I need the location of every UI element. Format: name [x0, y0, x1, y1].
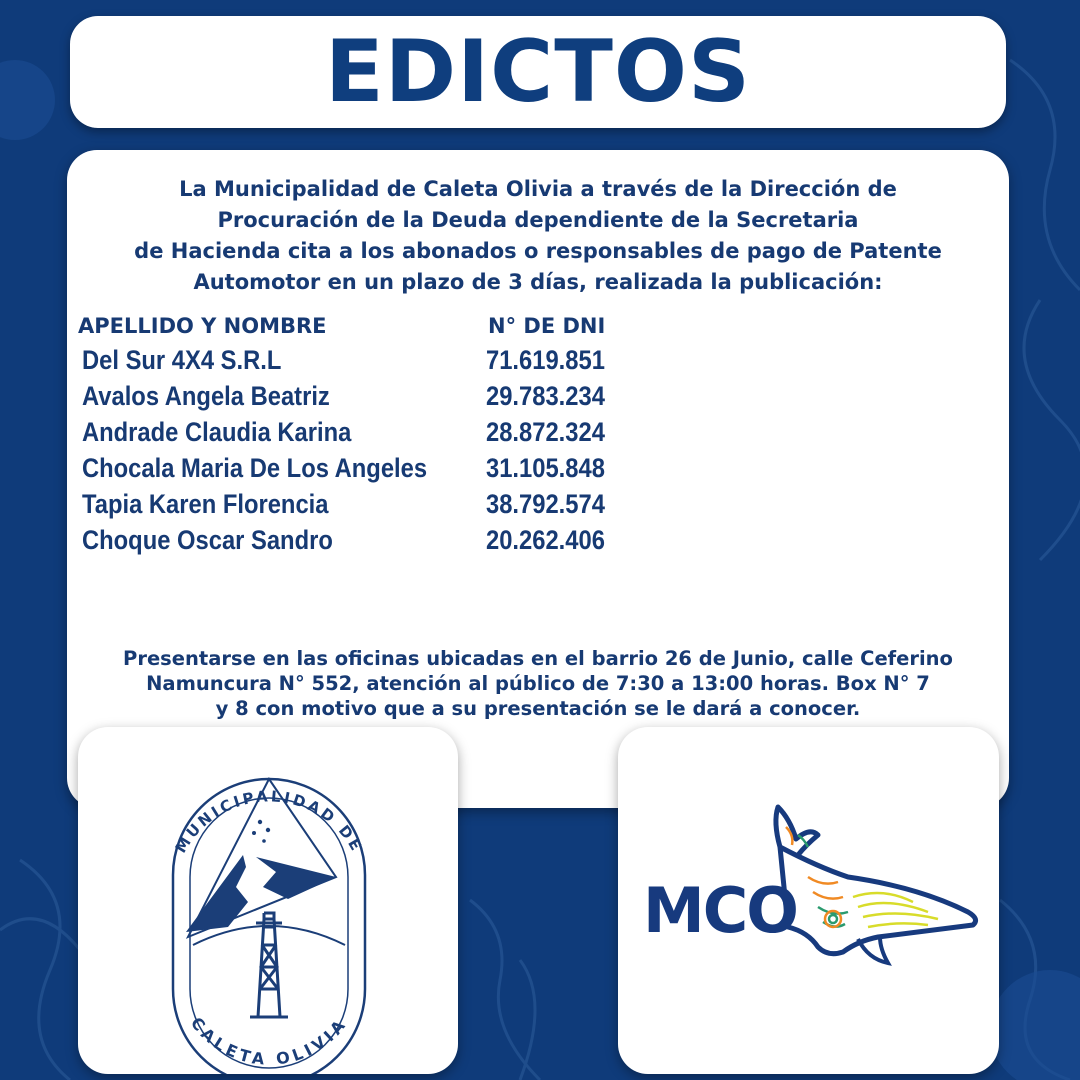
whale-logo-icon: [618, 727, 999, 1074]
row-name: Chocala Maria De Los Angeles: [82, 453, 428, 483]
row-name: Avalos Angela Beatriz: [82, 381, 330, 411]
row-dni: 38.792.574: [486, 489, 605, 519]
mco-logo-card: [618, 727, 999, 1074]
footer-line: Namuncura N° 552, atención al público de 7:30 a 13:00 horas. Box N° 7: [146, 672, 930, 695]
municipal-logo-card: [78, 727, 458, 1074]
intro-line: La Municipalidad de Caleta Olivia a través de la Dirección de: [179, 177, 897, 201]
table-row: [67, 342, 1009, 378]
mco-logo-text: MCO: [643, 874, 797, 947]
intro-paragraph: [67, 174, 1009, 298]
footer-line: Presentarse en las oficinas ubicadas en el barrio 26 de Junio, calle Ceferino: [123, 647, 953, 670]
svg-text:MUNICIPALIDAD DE: [172, 787, 367, 856]
row-dni: 20.262.406: [486, 525, 605, 555]
table-row: [67, 486, 1009, 522]
table-row: [67, 450, 1009, 486]
row-name: Choque Oscar Sandro: [82, 525, 333, 555]
seal-bottom-text: CALETA OLIVIA: [186, 1013, 352, 1069]
municipal-seal-icon: [78, 727, 458, 1074]
column-header-name: APELLIDO Y NOMBRE: [78, 314, 327, 338]
footer-line: y 8 con motivo que a su presentación se le dará a conocer.: [215, 697, 861, 720]
row-name: Tapia Karen Florencia: [82, 489, 329, 519]
edict-card: [67, 150, 1009, 808]
row-dni: 31.105.848: [486, 453, 605, 483]
debtor-list: [67, 342, 1009, 558]
table-row: [67, 414, 1009, 450]
intro-line: Automotor en un plazo de 3 días, realizada la publicación:: [193, 270, 883, 294]
title-banner: [70, 16, 1006, 128]
seal-top-text: MUNICIPALIDAD DE: [171, 787, 367, 857]
table-row: [67, 378, 1009, 414]
table-row: [67, 522, 1009, 558]
row-dni: 28.872.324: [486, 417, 605, 447]
page-title: EDICTOS: [325, 22, 751, 122]
intro-line: Procuración de la Deuda dependiente de la Secretaria: [217, 208, 859, 232]
office-instructions: [67, 646, 1009, 721]
row-dni: 29.783.234: [486, 381, 605, 411]
row-name: Andrade Claudia Karina: [82, 417, 352, 447]
row-dni: 71.619.851: [486, 345, 605, 375]
intro-line: de Hacienda cita a los abonados o responsables de pago de Patente: [134, 239, 942, 263]
column-header-dni: N° DE DNI: [488, 314, 606, 338]
svg-text:CALETA OLIVIA: [187, 1014, 351, 1069]
row-name: Del Sur 4X4 S.R.L: [82, 345, 282, 375]
